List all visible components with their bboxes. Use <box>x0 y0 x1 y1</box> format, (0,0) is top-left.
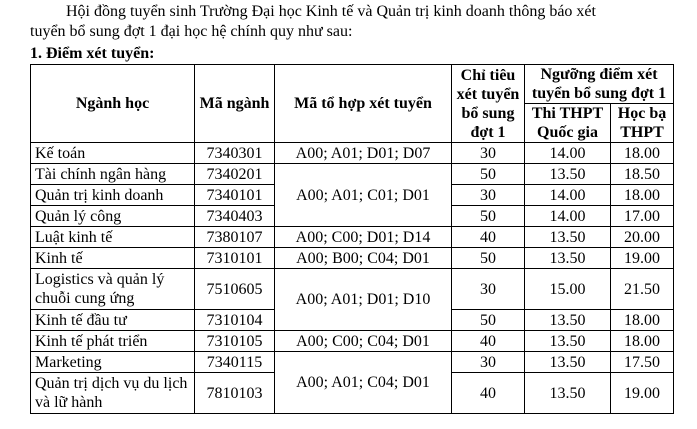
table-row <box>31 269 674 310</box>
cell-code: 7380107 <box>195 227 275 248</box>
cell-quota: 40 <box>452 227 525 248</box>
cell-quota: 30 <box>452 269 525 310</box>
cell-code: 7810103 <box>195 373 275 414</box>
cell-code: 7340301 <box>195 143 275 164</box>
cell-combo: A00; A01; C04; D01 <box>275 352 452 414</box>
cell-hocba: 19.00 <box>611 373 674 414</box>
cell-code: 7340201 <box>195 164 275 185</box>
cell-combo: A00; C00; C04; D01 <box>275 331 452 352</box>
cell-hocba: 18.50 <box>611 164 674 185</box>
cell-thpt: 14.00 <box>525 185 611 206</box>
cell-hocba: 19.00 <box>611 248 674 269</box>
cell-major: Quản trị dịch vụ du lịch và lữ hành <box>31 373 195 414</box>
cell-major: Kinh tế đầu tư <box>31 310 195 331</box>
cell-thpt: 13.50 <box>525 310 611 331</box>
cell-major: Quản trị kinh doanh <box>31 185 195 206</box>
cell-major: Kinh tế phát triển <box>31 331 195 352</box>
cell-thpt: 14.00 <box>525 206 611 227</box>
cell-hocba: 18.00 <box>611 185 674 206</box>
cell-thpt: 15.00 <box>525 269 611 310</box>
cell-quota: 50 <box>452 248 525 269</box>
cell-quota: 50 <box>452 164 525 185</box>
cell-hocba: 18.00 <box>611 143 674 164</box>
table-row <box>31 352 674 373</box>
table-row <box>31 331 674 352</box>
cell-major: Marketing <box>31 352 195 373</box>
intro-line-1: Hội đồng tuyển sinh Trường Đại học Kinh tế và Quản trị kinh doanh thông báo xét <box>66 3 596 20</box>
cell-major: Luật kinh tế <box>31 227 195 248</box>
cell-major: Logistics và quản lý chuỗi cung ứng <box>31 269 195 310</box>
header-code: Mã ngành <box>195 65 275 143</box>
table-row <box>31 248 674 269</box>
cell-quota: 30 <box>452 143 525 164</box>
header-quota: Chỉ tiêu xét tuyển bổ sung đợt 1 <box>452 65 525 143</box>
intro-paragraph <box>30 2 690 42</box>
header-threshold: Ngưỡng điểm xét tuyển bổ sung đợt 1 <box>525 65 674 104</box>
section-heading: 1. Điểm xét tuyển: <box>30 45 155 62</box>
header-thpt: Thi THPT Quốc gia <box>525 104 611 143</box>
cell-hocba: 18.00 <box>611 331 674 352</box>
cell-major: Kinh tế <box>31 248 195 269</box>
cell-quota: 40 <box>452 331 525 352</box>
table-row <box>31 227 674 248</box>
cell-thpt: 13.50 <box>525 352 611 373</box>
cell-thpt: 13.50 <box>525 373 611 414</box>
cell-combo: A00; B00; C04; D01 <box>275 248 452 269</box>
intro-line-2: tuyển bổ sung đợt 1 đại học hệ chính quy như sau: <box>30 23 353 40</box>
cell-thpt: 14.00 <box>525 143 611 164</box>
header-combo: Mã tổ hợp xét tuyển <box>275 65 452 143</box>
cell-hocba: 17.50 <box>611 352 674 373</box>
cell-code: 7310104 <box>195 310 275 331</box>
cell-combo: A00; A01; D01; D07 <box>275 143 452 164</box>
cell-thpt: 13.50 <box>525 331 611 352</box>
table-row <box>31 143 674 164</box>
cell-combo: A00; A01; C01; D01 <box>275 164 452 227</box>
cell-quota: 30 <box>452 352 525 373</box>
cell-quota: 30 <box>452 185 525 206</box>
cell-code: 7340115 <box>195 352 275 373</box>
cell-thpt: 13.50 <box>525 164 611 185</box>
cell-major: Kế toán <box>31 143 195 164</box>
cell-quota: 40 <box>452 373 525 414</box>
header-major: Ngành học <box>31 65 195 143</box>
cell-combo: A00; A01; D01; D10 <box>275 269 452 331</box>
cell-code: 7310105 <box>195 331 275 352</box>
cell-hocba: 17.00 <box>611 206 674 227</box>
cell-major: Tài chính ngân hàng <box>31 164 195 185</box>
cell-combo: A00; C00; D01; D14 <box>275 227 452 248</box>
cell-quota: 50 <box>452 310 525 331</box>
cell-hocba: 21.50 <box>611 269 674 310</box>
cell-thpt: 13.50 <box>525 248 611 269</box>
admission-table <box>30 64 674 414</box>
cell-hocba: 20.00 <box>611 227 674 248</box>
cell-code: 7310101 <box>195 248 275 269</box>
cell-hocba: 18.00 <box>611 310 674 331</box>
cell-quota: 50 <box>452 206 525 227</box>
cell-code: 7510605 <box>195 269 275 310</box>
cell-thpt: 13.50 <box>525 227 611 248</box>
header-hocba: Học bạ THPT <box>611 104 674 143</box>
cell-code: 7340403 <box>195 206 275 227</box>
cell-code: 7340101 <box>195 185 275 206</box>
table-row <box>31 164 674 185</box>
cell-major: Quản lý công <box>31 206 195 227</box>
